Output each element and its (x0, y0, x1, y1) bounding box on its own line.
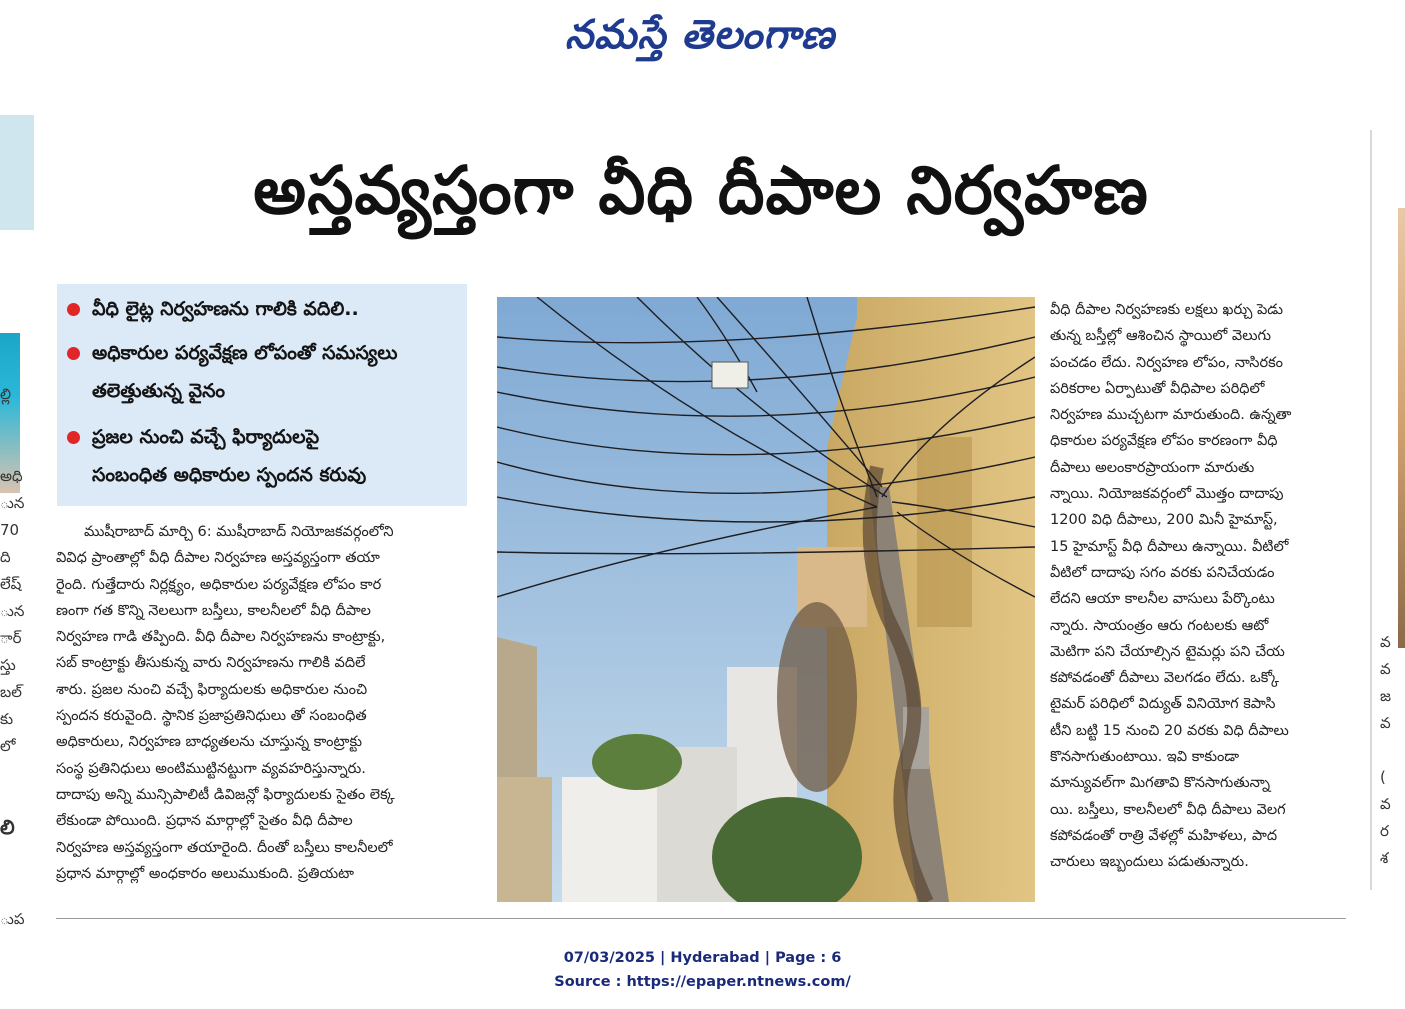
article-line: వీటిలో దాదాపు సగం వరకు పనిచేయడం (1050, 564, 1275, 581)
bullet-icon (67, 303, 80, 316)
article-photo (497, 297, 1035, 902)
article-line: న్నారు. సాయంత్రం ఆరు గంటలకు ఆటో (1050, 617, 1269, 634)
right-fragment: జ (1380, 687, 1391, 705)
right-fragment: వ (1380, 714, 1391, 732)
article-line: ముషీరాబాద్ మార్చి 6: ముషీరాబాద్ నియోజకవర్గంలోని (84, 524, 394, 540)
article-line: నిర్వహణ అస్తవ్యస్తంగా తయారైంది. దీంతో బస్తీలు కాలనీలలో (56, 839, 393, 856)
left-fragment: కు (0, 710, 14, 728)
article-line: అధికారులు, నిర్వహణ బాధ్యతలను చూస్తున్న కాంట్రాక్టు (56, 734, 363, 751)
article-column-2 (1050, 297, 1350, 876)
footer-date-edition: 07/03/2025 | Hyderabad | Page : 6 (563, 950, 842, 966)
left-fragment: 70 (0, 521, 20, 539)
masthead-title: నమస్తే తెలంగాణ (564, 12, 836, 58)
article-line: తున్న బస్తీల్లో ఆశించిన స్థాయిలో వెలుగు (1050, 328, 1271, 345)
right-fragment: ( (1380, 768, 1386, 786)
left-fragment: ుప (0, 910, 25, 928)
left-fragment: లేష్ (0, 575, 22, 593)
left-fragment: అధి (0, 467, 23, 485)
article-line: ణంగా గత కొన్ని నెలలుగా బస్తీలు, కాలనీలలో వీధి దీపాల (56, 602, 371, 619)
article-line: కపోవడంతో రాత్రి వేళల్లో మహిళలు, పాద (1050, 827, 1278, 844)
bullet-icon (67, 347, 80, 360)
article-line: 15 హైమాస్ట్ వీధి దీపాలు ఉన్నాయి. వీటిలో (1050, 538, 1289, 555)
right-fragment: ర (1380, 822, 1389, 840)
highlight-text: తలెత్తుతున్న వైనం (92, 380, 226, 402)
highlight-item (67, 426, 319, 453)
article-line: చారులు ఇబ్బందులు పడుతున్నారు. (1050, 854, 1249, 871)
column-divider (1370, 130, 1372, 890)
adjacent-article-left (0, 115, 34, 930)
left-fragment: ున (0, 602, 25, 620)
article-line: దాదాపు అన్ని మున్సిపాలిటీ డివిజన్లో ఫిర్యాదులకు సైతం లెక్క (56, 786, 395, 803)
adjacent-photo-right (1398, 208, 1405, 648)
left-fragment: ున (0, 494, 25, 512)
article-line: వీధి దీపాల నిర్వహణకు లక్షలు ఖర్చు పెడు (1050, 302, 1284, 318)
highlight-item-continued (67, 464, 366, 491)
highlight-text: అధికారుల పర్యవేక్షణ లోపంతో సమస్యలు (92, 342, 398, 364)
article-line: కపోవడంతో దీపాలు వెలగడం లేదు. ఒక్కో (1050, 670, 1279, 687)
left-fragment: లో (0, 737, 16, 755)
article-line: పంచడం లేదు. నిర్వహణ లోపం, నాసిరకం (1050, 354, 1284, 371)
highlight-text: సంబంధిత అధికారుల స్పందన కరువు (92, 464, 367, 486)
article-line: రైంది. గుత్తేదారు నిర్లక్ష్యం, అధికారుల పర్యవేక్షణ లోపం కార (56, 576, 382, 593)
article-line: మాన్యువల్‌గా మిగతావి కొనసాగుతున్నా (1050, 775, 1270, 792)
bullet-icon (67, 431, 80, 444)
article-line: నిర్వహణ ముచ్చటగా మారుతుంది. ఉన్నతా (1050, 407, 1292, 424)
highlights-box (57, 284, 467, 506)
left-fragment: ల్లి (0, 385, 11, 403)
article-line: ప్రధాన మార్గాల్లో అంధకారం అలుముకుంది. ప్రతియటా (56, 865, 354, 882)
article-line: మెటిగా పని చేయాల్సిన టైమర్లు పని చేయ (1050, 643, 1285, 660)
article-line: దీపాలు అలంకారప్రాయంగా మారుతు (1050, 459, 1255, 476)
left-fragment: లి (0, 815, 15, 839)
masthead-logo (500, 8, 900, 72)
page-footer (0, 946, 1405, 994)
left-fragment: ార్ (0, 629, 22, 647)
article-line: లేదని ఆయా కాలనీల వాసులు పేర్కొంటు (1050, 591, 1275, 608)
article-headline: అస్తవ్యస్తంగా వీధి దీపాల నిర్వహణ (253, 151, 1149, 229)
highlight-item-continued (67, 380, 225, 407)
left-fragment: ది (0, 548, 11, 566)
article-line: న్నాయి. నియోజకవర్గంలో మొత్తం దాదాపు (1050, 486, 1284, 503)
highlight-item (67, 342, 397, 369)
article-line: టీని బట్టి 15 నుంచి 20 వరకు విధి దీపాలు (1050, 722, 1289, 739)
highlight-item (67, 298, 359, 325)
right-fragment: వ (1380, 633, 1391, 651)
article-line: లేకుండా పోయింది. ప్రధాన మార్గాల్లో సైతం వీధి దీపాల (56, 813, 353, 830)
footer-source-link[interactable]: Source : https://epaper.ntnews.com/ (554, 974, 851, 990)
highlight-text: ప్రజల నుంచి వచ్చే ఫిర్యాదులపై (92, 426, 320, 448)
bottom-divider (56, 918, 1346, 919)
article-line: శారు. ప్రజల నుంచి వచ్చే ఫిర్యాదులకు అధికారుల నుంచి (56, 681, 368, 698)
article-line: వివిధ ప్రాంతాల్లో వీధి దీపాల నిర్వహణ అస్తవ్యస్తంగా తయా (56, 550, 380, 567)
left-fragment: స్తు (0, 656, 16, 674)
right-fragment: శ (1380, 849, 1389, 867)
left-fragment: బల్ (0, 683, 22, 701)
article-line: 1200 విధి దీపాలు, 200 మినీ హైమాస్ట్, (1050, 512, 1278, 529)
article-line: కొనసాగుతుంటాయి. ఇవి కాకుండా (1050, 749, 1240, 766)
article-line: సబ్ కాంట్రాక్టు తీసుకున్న వారు నిర్వహణను గాలికి వదిలే (56, 655, 366, 672)
article-line: నిర్వహణ గాడి తప్పింది. వీధి దీపాల నిర్వహణను కాంట్రాక్టు, (56, 629, 386, 646)
article-line: సంస్థ ప్రతినిధులు అంటిముట్టినట్టుగా వ్యవహరిస్తున్నారు. (56, 760, 366, 777)
adjacent-photo-left-top (0, 115, 34, 230)
right-fragment: వ (1380, 660, 1391, 678)
article-line: ధికారుల పర్యవేక్షణ లోపం కారణంగా వీధి (1050, 433, 1278, 450)
article-line: స్పందన కరువైంది. స్థానిక ప్రజాప్రతినిధులు తో సంబంధిత (56, 708, 367, 725)
highlight-text: వీధి లైట్ల నిర్వహణను గాలికి వదిలి.. (92, 298, 359, 320)
article-column-1 (56, 519, 472, 887)
right-fragment: వ (1380, 795, 1391, 813)
article-line: పరికరాల ఏర్పాటుతో వీధిపాల పరిధిలో (1050, 380, 1265, 397)
adjacent-article-right (1370, 130, 1405, 900)
article-line: యి. బస్తీలు, కాలనీలలో వీధి దీపాలు వెలగ (1050, 801, 1286, 818)
article-line: టైమర్ పరిధిలో విద్యుత్ వినియోగ కెపాసి (1050, 696, 1276, 713)
